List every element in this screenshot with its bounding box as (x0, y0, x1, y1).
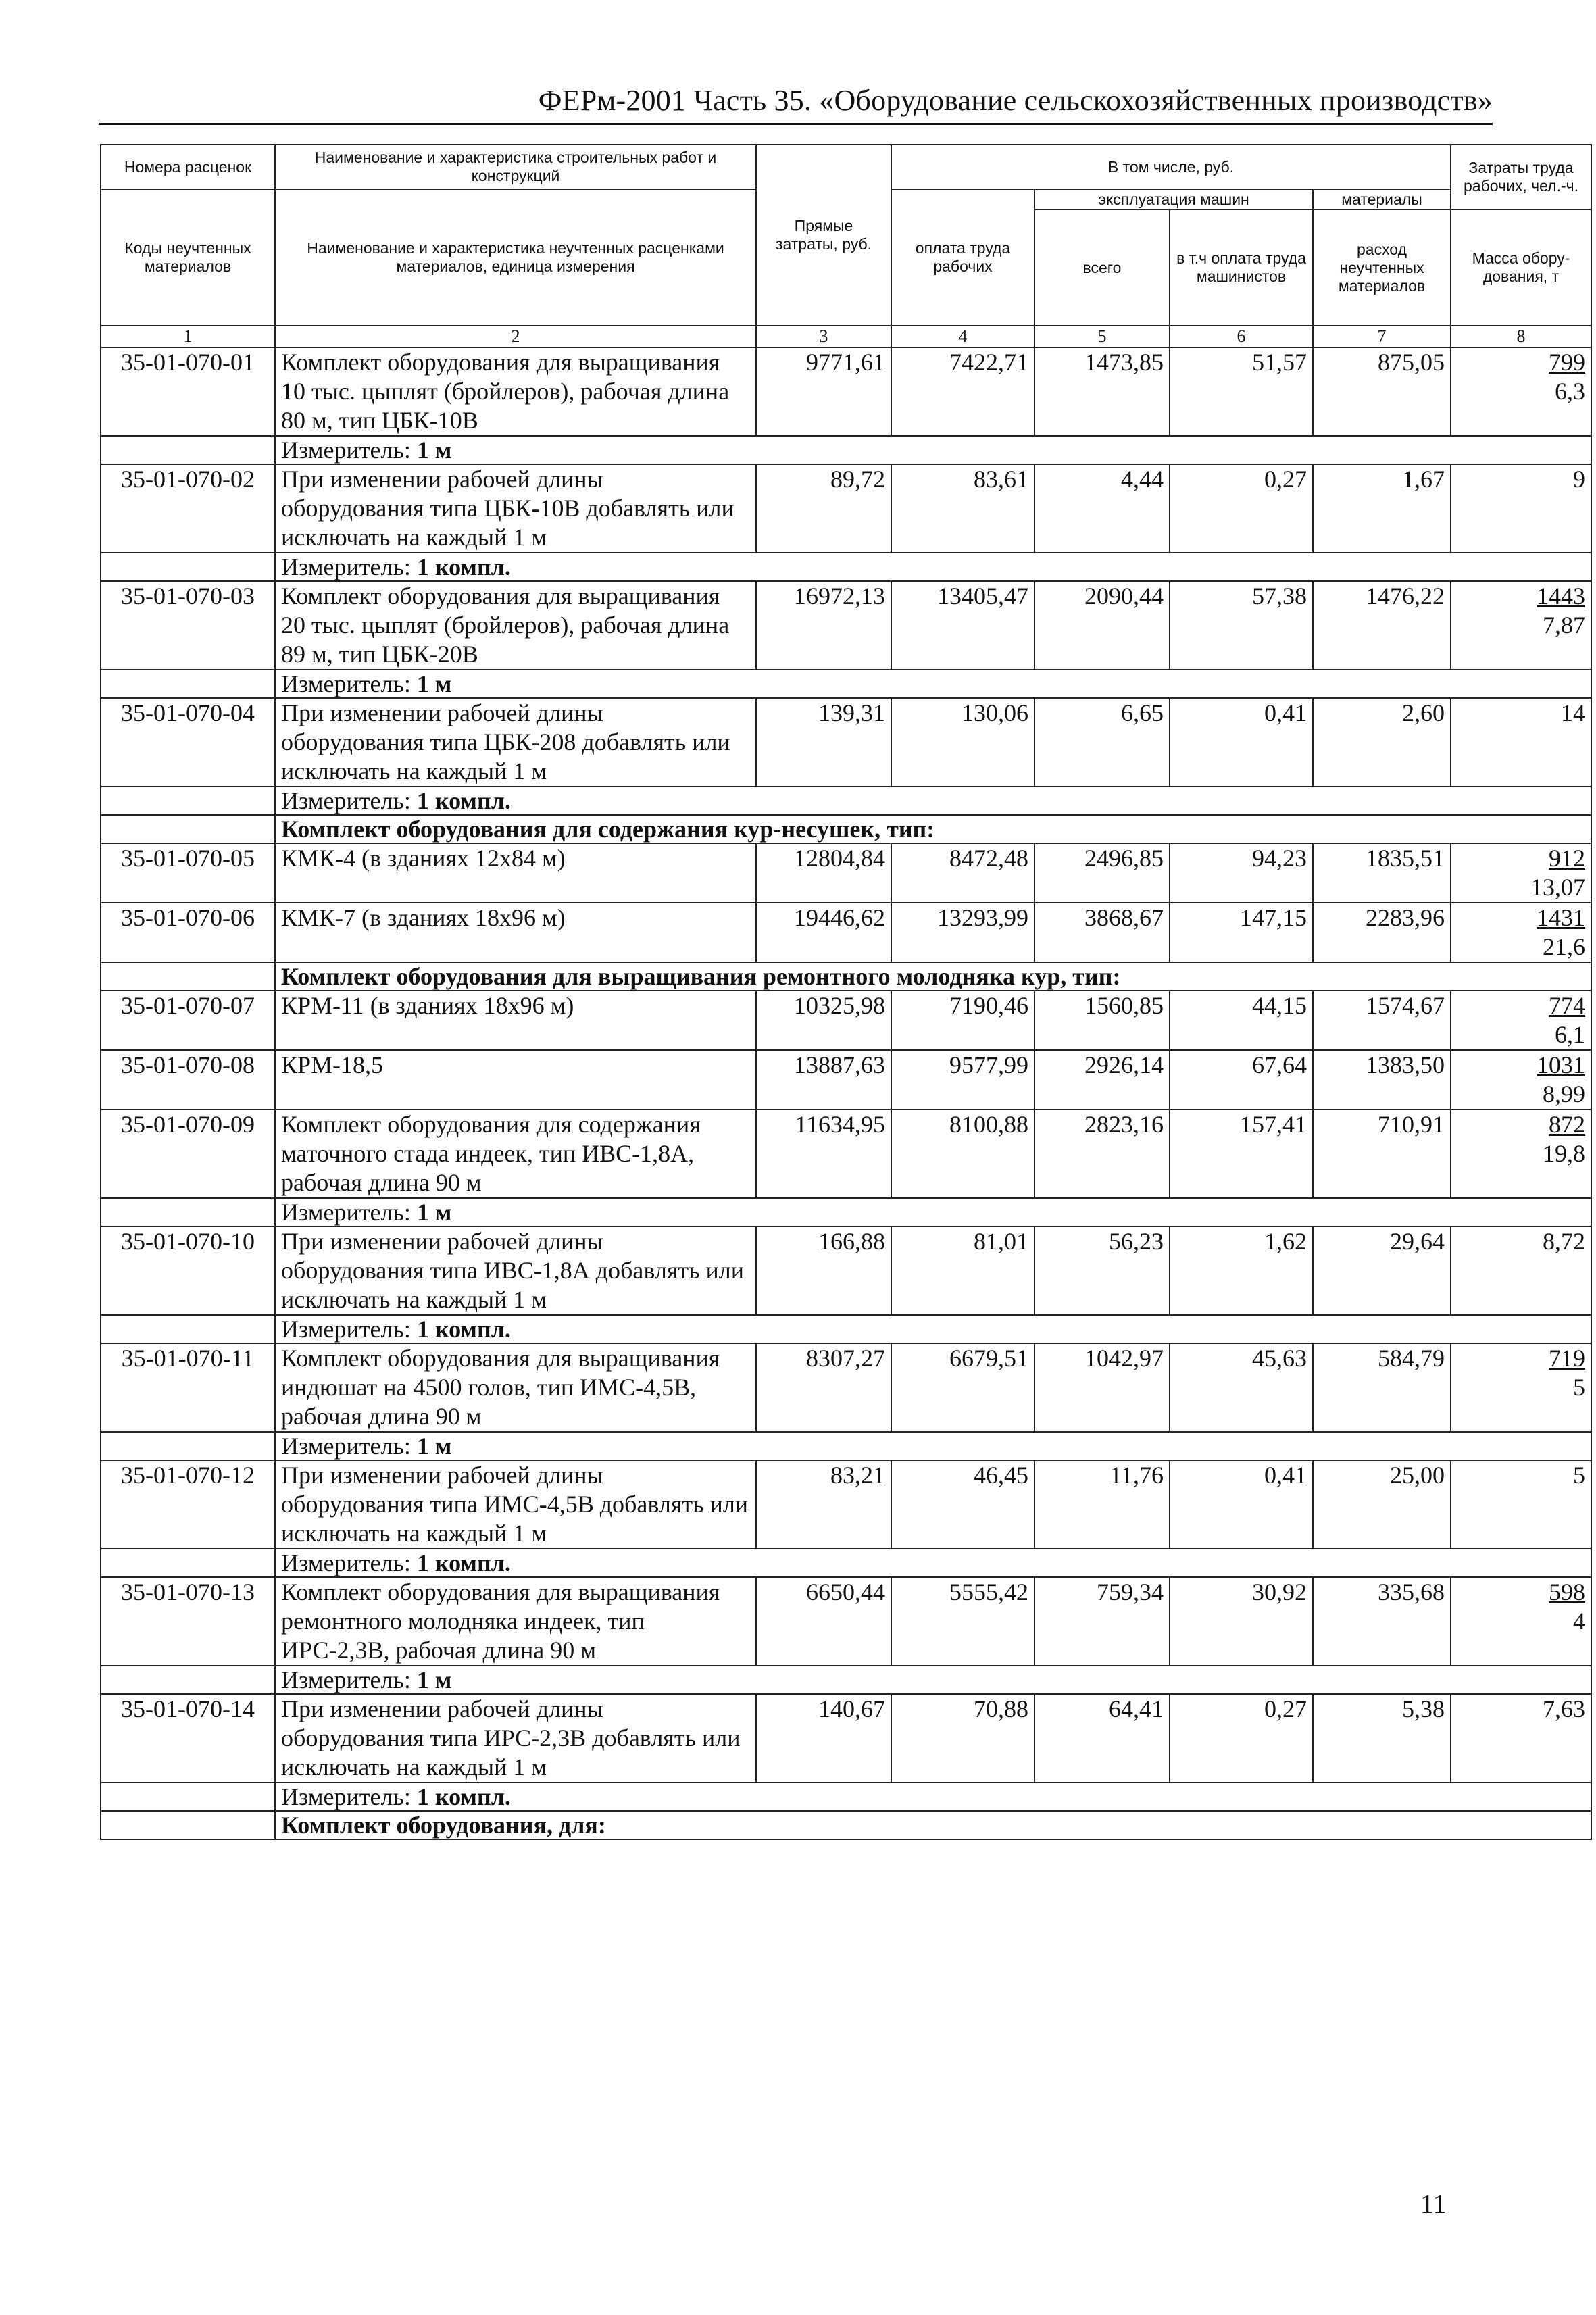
group-spacer (101, 815, 275, 843)
machinists-wages: 51,57 (1170, 347, 1313, 436)
group-row (101, 1811, 1591, 1839)
materials-cost: 1383,50 (1313, 1050, 1451, 1110)
unit-label: Измеритель: (281, 1316, 411, 1343)
machinists-wages: 94,23 (1170, 843, 1313, 903)
table-row (101, 581, 1591, 670)
labor-hours-cell (1451, 347, 1591, 436)
col-num: 6 (1170, 326, 1313, 347)
materials-cost: 335,68 (1313, 1577, 1451, 1666)
machinists-wages: 0,27 (1170, 464, 1313, 553)
materials-cost: 1574,67 (1313, 991, 1451, 1050)
col-hours-header: Затраты труда рабочих, чел.-ч. (1451, 145, 1591, 209)
unit-row (101, 1666, 1591, 1694)
group-title: Комплект оборудования, для: (275, 1811, 1591, 1839)
col-unacc-materials-header: расход неучтенных материалов (1313, 209, 1451, 326)
labor-hours: 912 (1549, 845, 1585, 872)
labor-wages: 8100,88 (891, 1110, 1034, 1198)
group-row (101, 962, 1591, 991)
col-mach-labor-header: в т.ч оплата труда машинистов (1170, 209, 1313, 326)
machinists-wages: 0,27 (1170, 1694, 1313, 1783)
rate-code: 35-01-070-08 (101, 1050, 275, 1110)
equipment-mass: 5 (1573, 1374, 1585, 1401)
running-header: ФЕРм-2001 Часть 35. «Оборудование сельскохозяйственных производств» (538, 84, 1493, 117)
machines-total: 1473,85 (1034, 347, 1170, 436)
col-labor-header: оплата труда рабочих (891, 189, 1034, 326)
table-row (101, 464, 1591, 553)
equipment-mass: 21,6 (1543, 933, 1585, 960)
labor-hours: 1443 (1537, 582, 1585, 609)
materials-cost: 1,67 (1313, 464, 1451, 553)
unit-row (101, 1198, 1591, 1226)
header-rule (99, 123, 1493, 125)
machines-total: 4,44 (1034, 464, 1170, 553)
unit-row (101, 436, 1591, 464)
group-spacer (101, 1811, 275, 1839)
materials-cost: 1476,22 (1313, 581, 1451, 670)
machinists-wages: 1,62 (1170, 1226, 1313, 1315)
unit-cell (275, 1783, 1591, 1811)
col-works-header: Наименование и характеристика строительных работ и конструкций (275, 145, 756, 189)
group-title: Комплект оборудования для выращивания ремонтного молодняка кур, тип: (275, 962, 1591, 991)
labor-hours-cell (1451, 1577, 1591, 1666)
work-name: При изменении рабочей длины оборудования типа ИРС-2,3В добавлять или исключать на каждый 1 м (275, 1694, 756, 1783)
machinists-wages: 45,63 (1170, 1343, 1313, 1432)
labor-wages: 5555,42 (891, 1577, 1034, 1666)
col-rates-header: Номера расценок (101, 145, 275, 189)
work-name: Комплект оборудования для выращивания индюшат на 4500 голов, тип ИМС-4,5В, рабочая длина 90 м (275, 1343, 756, 1432)
col-codes-header: Коды неучтенных материалов (101, 189, 275, 326)
labor-wages: 13293,99 (891, 903, 1034, 962)
unit-value: 1 компл. (416, 787, 511, 814)
unit-label: Измеритель: (281, 787, 411, 814)
labor-hours-cell (1451, 464, 1591, 553)
machinists-wages: 44,15 (1170, 991, 1313, 1050)
work-name: КРМ-11 (в зданиях 18x96 м) (275, 991, 756, 1050)
table-row (101, 1694, 1591, 1783)
direct-costs: 13887,63 (756, 1050, 891, 1110)
labor-hours-cell (1451, 1050, 1591, 1110)
unit-cell (275, 1549, 1591, 1577)
unit-value: 1 м (416, 437, 452, 464)
unit-spacer (101, 787, 275, 815)
work-name: Комплект оборудования для выращивания 10 тыс. цыплят (бройлеров), рабочая длина 80 м, тип ЦБК-10В (275, 347, 756, 436)
unit-value: 1 компл. (416, 1316, 511, 1343)
materials-cost: 2,60 (1313, 698, 1451, 787)
equipment-mass: 7,87 (1543, 612, 1585, 639)
work-name: При изменении рабочей длины оборудования типа ЦБК-10В добавлять или исключать на каждый 1 м (275, 464, 756, 553)
unit-cell (275, 436, 1591, 464)
unit-cell (275, 787, 1591, 815)
unit-spacer (101, 1666, 275, 1694)
materials-cost: 710,91 (1313, 1110, 1451, 1198)
col-materials-name-header: Наименование и характеристика неучтенных расценками материалов, единица измерения (275, 189, 756, 326)
materials-cost: 25,00 (1313, 1460, 1451, 1549)
labor-wages: 7190,46 (891, 991, 1034, 1050)
labor-hours-cell (1451, 581, 1591, 670)
machinists-wages: 0,41 (1170, 1460, 1313, 1549)
direct-costs: 9771,61 (756, 347, 891, 436)
table-row (101, 698, 1591, 787)
machines-total: 2090,44 (1034, 581, 1170, 670)
direct-costs: 8307,27 (756, 1343, 891, 1432)
machinists-wages: 57,38 (1170, 581, 1313, 670)
machinists-wages: 30,92 (1170, 1577, 1313, 1666)
labor-wages: 6679,51 (891, 1343, 1034, 1432)
labor-hours-cell (1451, 1460, 1591, 1549)
unit-row (101, 1315, 1591, 1343)
machines-total: 1042,97 (1034, 1343, 1170, 1432)
unit-label: Измеритель: (281, 1666, 411, 1693)
work-name: При изменении рабочей длины оборудования типа ИВС-1,8А добавлять или исключать на каждый 1 м (275, 1226, 756, 1315)
labor-wages: 81,01 (891, 1226, 1034, 1315)
direct-costs: 83,21 (756, 1460, 891, 1549)
labor-wages: 70,88 (891, 1694, 1034, 1783)
labor-hours-cell (1451, 1110, 1591, 1198)
col-num: 8 (1451, 326, 1591, 347)
work-name: При изменении рабочей длины оборудования типа ИМС-4,5В добавлять или исключать на каждый 1 м (275, 1460, 756, 1549)
unit-row (101, 1549, 1591, 1577)
labor-hours: 8,72 (1543, 1228, 1585, 1255)
unit-value: 1 компл. (416, 553, 511, 580)
labor-hours: 719 (1549, 1345, 1585, 1372)
unit-value: 1 м (416, 1199, 452, 1226)
col-direct-header: Прямые затраты, руб. (756, 145, 891, 326)
col-num: 3 (756, 326, 891, 347)
materials-cost: 875,05 (1313, 347, 1451, 436)
rate-code: 35-01-070-06 (101, 903, 275, 962)
col-mass-header: Масса обору-дования, т (1451, 209, 1591, 326)
labor-hours-cell (1451, 1343, 1591, 1432)
unit-cell (275, 1315, 1591, 1343)
equipment-mass: 4 (1573, 1608, 1585, 1635)
direct-costs: 11634,95 (756, 1110, 891, 1198)
page-number: 11 (1420, 2189, 1447, 2219)
materials-cost: 29,64 (1313, 1226, 1451, 1315)
table-row (101, 903, 1591, 962)
direct-costs: 166,88 (756, 1226, 891, 1315)
unit-cell (275, 1198, 1591, 1226)
labor-wages: 130,06 (891, 698, 1034, 787)
rate-code: 35-01-070-12 (101, 1460, 275, 1549)
machines-total: 64,41 (1034, 1694, 1170, 1783)
table-row (101, 991, 1591, 1050)
table-row (101, 347, 1591, 436)
labor-hours: 598 (1549, 1578, 1585, 1605)
work-name: Комплект оборудования для содержания маточного стада индеек, тип ИВС-1,8А, рабочая длина 90 м (275, 1110, 756, 1198)
unit-label: Измеритель: (281, 1783, 411, 1810)
unit-spacer (101, 1198, 275, 1226)
rate-code: 35-01-070-02 (101, 464, 275, 553)
rate-code: 35-01-070-01 (101, 347, 275, 436)
rate-code: 35-01-070-03 (101, 581, 275, 670)
labor-hours: 872 (1549, 1111, 1585, 1138)
labor-hours-cell (1451, 843, 1591, 903)
labor-wages: 83,61 (891, 464, 1034, 553)
unit-spacer (101, 1549, 275, 1577)
table-row (101, 1577, 1591, 1666)
unit-label: Измеритель: (281, 1433, 411, 1460)
direct-costs: 16972,13 (756, 581, 891, 670)
unit-row (101, 787, 1591, 815)
unit-label: Измеритель: (281, 670, 411, 697)
machines-total: 6,65 (1034, 698, 1170, 787)
unit-label: Измеритель: (281, 553, 411, 580)
unit-value: 1 компл. (416, 1549, 511, 1576)
machines-total: 2926,14 (1034, 1050, 1170, 1110)
materials-cost: 2283,96 (1313, 903, 1451, 962)
group-spacer (101, 962, 275, 991)
direct-costs: 6650,44 (756, 1577, 891, 1666)
labor-hours: 7,63 (1543, 1695, 1585, 1722)
table-row (101, 1110, 1591, 1198)
table-row (101, 1226, 1591, 1315)
group-title: Комплект оборудования для содержания кур-несушек, тип: (275, 815, 1591, 843)
machinists-wages: 0,41 (1170, 698, 1313, 787)
equipment-mass: 6,3 (1555, 378, 1585, 405)
unit-spacer (101, 670, 275, 698)
col-num: 5 (1034, 326, 1170, 347)
work-name: Комплект оборудования для выращивания 20 тыс. цыплят (бройлеров), рабочая длина 89 м, тип ЦБК-20В (275, 581, 756, 670)
machines-total: 2496,85 (1034, 843, 1170, 903)
direct-costs: 19446,62 (756, 903, 891, 962)
machines-total: 1560,85 (1034, 991, 1170, 1050)
unit-spacer (101, 1432, 275, 1460)
materials-header: материалы (1313, 189, 1451, 209)
col-num: 1 (101, 326, 275, 347)
rate-code: 35-01-070-11 (101, 1343, 275, 1432)
unit-spacer (101, 1783, 275, 1811)
unit-cell (275, 1432, 1591, 1460)
machinists-wages: 147,15 (1170, 903, 1313, 962)
labor-wages: 7422,71 (891, 347, 1034, 436)
machines-total: 2823,16 (1034, 1110, 1170, 1198)
labor-hours: 774 (1549, 992, 1585, 1019)
rate-code: 35-01-070-09 (101, 1110, 275, 1198)
direct-costs: 140,67 (756, 1694, 891, 1783)
rate-code: 35-01-070-05 (101, 843, 275, 903)
rate-code: 35-01-070-07 (101, 991, 275, 1050)
unit-value: 1 м (416, 1433, 452, 1460)
machinists-wages: 157,41 (1170, 1110, 1313, 1198)
rate-code: 35-01-070-13 (101, 1577, 275, 1666)
unit-cell (275, 1666, 1591, 1694)
work-name: Комплект оборудования для выращивания ремонтного молодняка индеек, тип ИРС-2,3В, рабочая длина 90 м (275, 1577, 756, 1666)
unit-value: 1 м (416, 670, 452, 697)
unit-label: Измеритель: (281, 1549, 411, 1576)
unit-label: Измеритель: (281, 1199, 411, 1226)
table-row (101, 843, 1591, 903)
labor-wages: 8472,48 (891, 843, 1034, 903)
unit-spacer (101, 436, 275, 464)
unit-value: 1 м (416, 1666, 452, 1693)
rate-code: 35-01-070-04 (101, 698, 275, 787)
labor-hours: 1431 (1537, 904, 1585, 931)
group-row (101, 815, 1591, 843)
labor-hours: 14 (1561, 699, 1585, 726)
unit-row (101, 553, 1591, 581)
machines-total: 3868,67 (1034, 903, 1170, 962)
work-name: При изменении рабочей длины оборудования типа ЦБК-208 добавлять или исключать на каждый 1 м (275, 698, 756, 787)
col-num: 2 (275, 326, 756, 347)
labor-hours-cell (1451, 1226, 1591, 1315)
materials-cost: 5,38 (1313, 1694, 1451, 1783)
unit-row (101, 670, 1591, 698)
unit-label: Измеритель: (281, 437, 411, 464)
table-row (101, 1460, 1591, 1549)
table-row (101, 1050, 1591, 1110)
labor-hours-cell (1451, 1694, 1591, 1783)
equipment-mass: 6,1 (1555, 1021, 1585, 1048)
unit-row (101, 1783, 1591, 1811)
work-name: КМК-4 (в зданиях 12x84 м) (275, 843, 756, 903)
unit-cell (275, 553, 1591, 581)
unit-spacer (101, 553, 275, 581)
labor-hours-cell (1451, 991, 1591, 1050)
unit-spacer (101, 1315, 275, 1343)
materials-cost: 584,79 (1313, 1343, 1451, 1432)
incl-header: В том числе, руб. (891, 145, 1451, 189)
rates-table (100, 144, 1592, 1840)
direct-costs: 10325,98 (756, 991, 891, 1050)
direct-costs: 89,72 (756, 464, 891, 553)
table-row (101, 1343, 1591, 1432)
labor-wages: 9577,99 (891, 1050, 1034, 1110)
labor-wages: 13405,47 (891, 581, 1034, 670)
machines-total: 56,23 (1034, 1226, 1170, 1315)
rates-body (101, 347, 1591, 1839)
labor-hours: 1031 (1537, 1051, 1585, 1078)
rate-code: 35-01-070-14 (101, 1694, 275, 1783)
equipment-mass: 19,8 (1543, 1140, 1585, 1167)
equipment-mass: 13,07 (1530, 874, 1585, 901)
labor-hours-cell (1451, 698, 1591, 787)
equipment-mass: 8,99 (1543, 1080, 1585, 1107)
work-name: КМК-7 (в зданиях 18x96 м) (275, 903, 756, 962)
col-num: 7 (1313, 326, 1451, 347)
col-num: 4 (891, 326, 1034, 347)
direct-costs: 12804,84 (756, 843, 891, 903)
labor-hours-cell (1451, 903, 1591, 962)
machinists-wages: 67,64 (1170, 1050, 1313, 1110)
labor-hours: 9 (1573, 466, 1585, 493)
materials-cost: 1835,51 (1313, 843, 1451, 903)
col-mach-total-header: всего (1034, 209, 1170, 326)
rate-code: 35-01-070-10 (101, 1226, 275, 1315)
machines-total: 759,34 (1034, 1577, 1170, 1666)
machines-total: 11,76 (1034, 1460, 1170, 1549)
labor-hours: 5 (1573, 1462, 1585, 1489)
unit-cell (275, 670, 1591, 698)
unit-row (101, 1432, 1591, 1460)
labor-wages: 46,45 (891, 1460, 1034, 1549)
labor-hours: 799 (1549, 349, 1585, 376)
machines-header: эксплуатация машин (1034, 189, 1313, 209)
direct-costs: 139,31 (756, 698, 891, 787)
work-name: КРМ-18,5 (275, 1050, 756, 1110)
unit-value: 1 компл. (416, 1783, 511, 1810)
